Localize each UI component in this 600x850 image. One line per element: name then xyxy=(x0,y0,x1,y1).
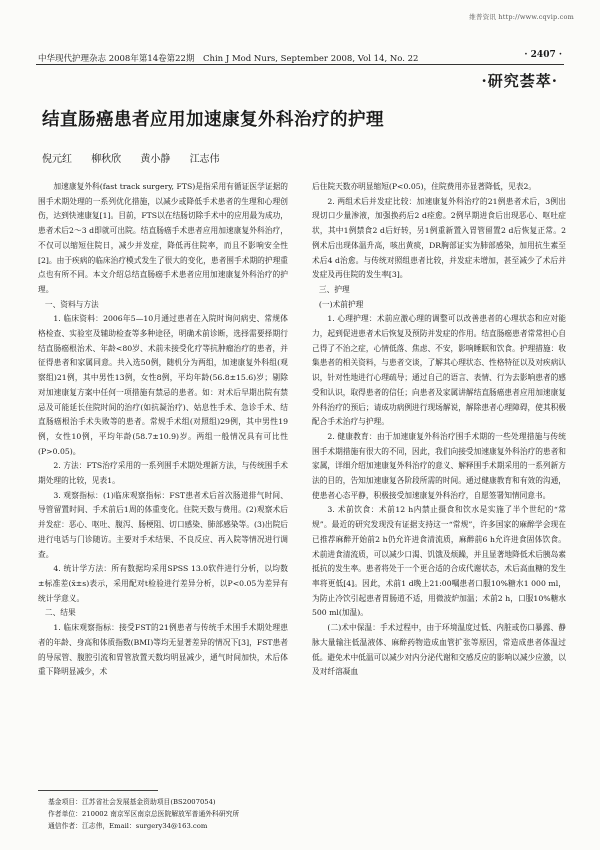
footnote-affiliation: 作者单位：210002 南京军区南京总医院解放军普通外科研究所 xyxy=(48,810,240,818)
author-name: 江志伟 xyxy=(189,154,220,165)
body-paragraph: 2. 两组术后并发症比较：加速康复外科治疗的21例患者术后，3例出现切口少量渗液，加强换药后2 d痊愈。2例早期进食后出现恶心、呕吐症状，其中1例禁食2 d后好转，另1例重新置入胃管留置2 d后恢复正常。2例术后出现体温升高，咳出黄痰，DR胸部证实为肺部感染，加用抗生素至术后4 d治愈。与传统对照组患者比较，并发症未增加，甚至减少了术后并发症及再住院的发生率[3]。 xyxy=(312,196,566,280)
body-paragraph: (二)术中保温：手术过程中，由于环境温度过低、内脏或伤口暴露、静脉大量输注低温液体、麻醉药物造成血管扩张等原因，常造成患者体温过低。避免术中低温可以减少对内分泌代谢和交感反应的影响以减少应激，以及对纤溶凝血 xyxy=(312,623,566,677)
left-column xyxy=(38,180,288,680)
footnotes xyxy=(48,796,298,832)
watermark-text: 维普资讯 http://www.cqvip.com xyxy=(469,13,574,21)
footnote-rule xyxy=(38,790,158,791)
body-paragraph: 1. 临床观察指标：接受FST的21例患者与传统手术围手术期处理患者的年龄、身高和体质指数(BMI)等均无显著差异的情况下[3]，FST患者的导尿管、腹腔引流和胃管放置天数均明显减少，通气时间加快，术后体重下降明显减少，术 xyxy=(38,623,288,677)
continued-paragraph: 后住院天数亦明显缩短(P<0.05)，住院费用亦显著降低，见表2。 xyxy=(312,182,537,191)
body-paragraph: 1. 心理护理：术前应激心理的调整可以改善患者的心理状态和应对能力，起到促进患者术后恢复及预防并发症的作用。结直肠癌患者常常担心自己得了不治之症，心情低落、焦虑、不安，影响睡眠和饮食。护理措施：收集患者的相关资料，与患者交谈，了解其心理状态、性格特征以及对疾病认识，针对性地进行心理疏导；通过自己的语言、表情、行为去影响患者的感受和认识，取得患者的信任；向患者及家属讲解结直肠癌患者应用加速康复外科治疗的预后；请成功病例进行现场解说，解除患者心理障碍，使其积极配合手术治疗与护理。 xyxy=(312,314,566,427)
footnote-funding: 基金项目：江苏省社会发展基金资助项目(BS2007054) xyxy=(48,798,216,806)
body-paragraph: 1. 临床资料：2006年5—10月通过患者在入院时询问病史、常规体格检查、实验室及辅助检查等多种途径，明确术前诊断，选择需要择期行结直肠癌根治术、年龄<80岁、术前未接受化疗等抗肿瘤治疗的患者，并征得患者和家属同意。共入选50例，随机分为两组，加速康复外科组(观察组)21例，其中男性13例，女性8例，平均年龄(56.8±15.6)岁；剔除对加速康复方案中任何一项措施有禁忌的患者。如：对术后早期出院有禁忌及可能延长住院时间的治疗(如抗凝治疗)、姑息性手术、急诊手术、结直肠癌根治手术失败等的患者。常规手术组(对照组)29例，其中男性19例，女性10例，平均年龄(58.7±10.9)岁。两组一般情况具有可比性(P>0.05)。 xyxy=(38,314,288,456)
header-rule xyxy=(36,64,564,65)
body-paragraph: 2. 健康教育：由于加速康复外科治疗围手术期的一些处理措施与传统围手术期措施有很大的不同，因此，我们向接受加速康复外科治疗的患者和家属，详细介绍加速康复外科治疗的意义、解释围手术期采用的一系列新方法的目的，告知加速康复各阶段所需的时间。通过健康教育和有效的沟通，使患者心态平静，积极接受加速康复外科治疗，自愿签署知情同意书。 xyxy=(312,431,566,500)
author-name: 柳秋欣 xyxy=(91,154,122,165)
section-tag: ·研究荟萃· xyxy=(481,72,558,90)
body-paragraph: 4. 统计学方法：所有数据均采用SPSS 13.0软件进行分析，以均数±标准差(x̄±s)表示，采用配对t检验进行差异分析，以P<0.05为差异有统计学意义。 xyxy=(38,564,288,603)
page-number: · 2407 · xyxy=(524,50,562,60)
intro-paragraph: 加速康复外科(fast track surgery, FTS)是指采用有循证医学证据的围手术期处理的一系列优化措施，以减少或降低手术患者的生理和心理创伤，达到快速康复[1]。目前，FTS以在结肠切除手术中的应用最为成功，患者术后2～3 d即就可出院。结直肠癌手术患者应用加速康复外科治疗，不仅可以缩短住院日，减少并发症，降低再住院率，而且不影响安全性[2]。由于疾病的临床治疗模式发生了很大的变化，患者围手术期的护理重点也有所不同。本文介绍总结直肠癌手术患者应用加速康复外科治疗的护理。 xyxy=(38,182,288,294)
author-list xyxy=(42,150,236,165)
section-heading: 二、结果 xyxy=(44,608,76,618)
right-column xyxy=(312,180,566,680)
journal-header: 中华现代护理杂志 2008年第14卷第22期 Chin J Mod Nurs, September 2008, Vol 14, No. 22 xyxy=(38,54,419,64)
body-paragraph: 2. 方法：FTS治疗采用的一系列围手术期处理新方法，与传统围手术期处理的比较，见表1。 xyxy=(38,461,288,486)
subsection-heading: (一)术前护理 xyxy=(318,299,364,309)
section-heading: 三、护理 xyxy=(318,284,350,294)
section-heading: 一、资料与方法 xyxy=(44,299,99,309)
author-name: 倪元红 xyxy=(42,154,72,165)
footnote-correspondence: 通信作者：江志伟，Email：surgery34@163.com xyxy=(48,822,208,830)
article-title: 结直肠癌患者应用加速康复外科治疗的护理 xyxy=(42,110,384,130)
author-name: 黄小静 xyxy=(140,154,171,165)
body-paragraph: 3. 术前饮食：术前12 h内禁止摄食和饮水是实施了半个世纪的“常规”。最近的研究发现没有证据支持这一“常规”，许多国家的麻醉学会现在已推荐麻醉开始前2 h仍允许进食清流质，麻醉前6 h允许进食固体饮食。术前进食清流质，可以减少口渴、饥饿及烦躁，并且显著地降低术后胰岛素抵抗的发生率。患者将处于一个更合适的合成代谢状态，术后高血糖的发生率将更低[4]。因此，术前1 d晚上21:00嘱患者口服10%糖水1 000 ml，为防止冷饮引起患者胃肠道不适，用微波炉加温；术前2 h，口服10%糖水500 ml(加温)。 xyxy=(312,505,566,618)
body-paragraph: 3. 观察指标：(1)临床观察指标：FST患者术后首次肠道排气时间、导管留置时间、手术前后1周的体重变化。住院天数与费用。(2)观察术后并发症：恶心、呕吐、腹泻、肠梗阻、切口感染、肺部感染等。(3)出院后进行电话与门诊随访。主要对手术结果、不良反应、再入院等情况进行调查。 xyxy=(38,490,288,559)
